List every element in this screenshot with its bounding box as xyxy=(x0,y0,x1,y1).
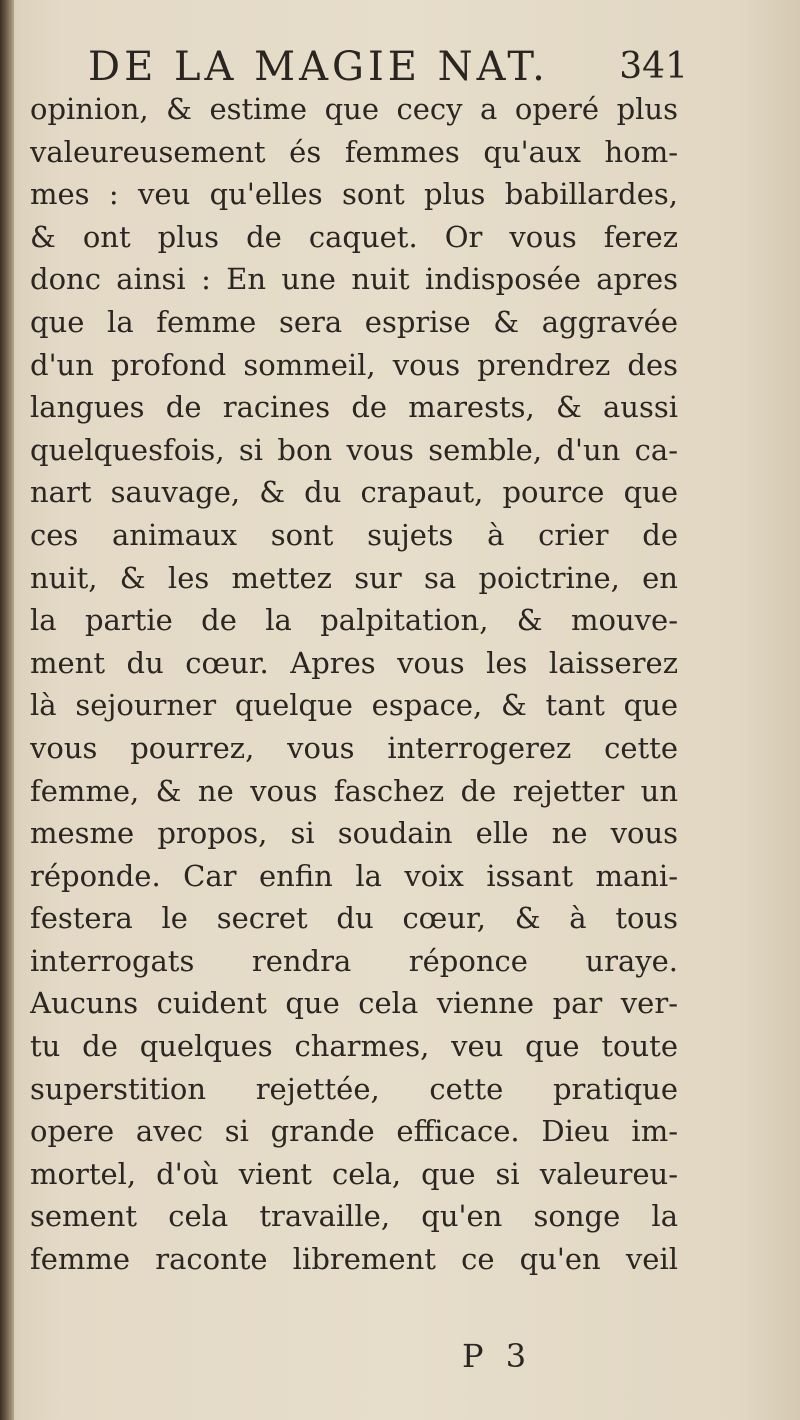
text-line: la partie de la palpitation, & mouve- xyxy=(30,603,678,638)
text-line: femme, & ne vous faschez de rejetter un xyxy=(30,773,678,808)
text-line: que la femme sera esprise & aggravée xyxy=(30,304,678,339)
text-line: d'un profond sommeil, vous prendrez des xyxy=(30,347,678,382)
text-line: mesme propos, si soudain elle ne vous xyxy=(30,816,678,851)
text-line: mortel, d'où vient cela, que si valeureu- xyxy=(30,1156,678,1191)
text-line: quelquesfois, si bon vous semble, d'un ca- xyxy=(30,432,678,467)
text-line: langues de racines de marests, & aussi xyxy=(30,390,678,425)
text-line: superstition rejettée, cette pratique xyxy=(30,1071,678,1106)
text-line: Aucuns cuident que cela vienne par ver- xyxy=(30,986,678,1021)
text-line: nart sauvage, & du crapaut, pource que xyxy=(30,475,678,510)
text-line: nuit, & les mettez sur sa poictrine, en xyxy=(30,560,678,595)
text-line: mes : veu qu'elles sont plus babillardes, xyxy=(30,177,678,212)
page-header xyxy=(88,42,688,92)
text-line: opere avec si grande efficace. Dieu im- xyxy=(30,1114,678,1149)
text-line: opinion, & estime que cecy a operé plus xyxy=(30,92,678,126)
text-line: & ont plus de caquet. Or vous ferez xyxy=(30,219,678,254)
text-line: sement cela travaille, qu'en songe la xyxy=(30,1199,678,1234)
running-title: DE LA MAGIE NAT. xyxy=(88,44,549,90)
text-line: ces animaux sont sujets à crier de xyxy=(30,517,678,552)
text-line: interrogats rendra réponce uraye. xyxy=(30,943,678,978)
text-line: ment du cœur. Apres vous les laisserez xyxy=(30,645,678,680)
text-line: donc ainsi : En une nuit indisposée apres xyxy=(30,262,678,297)
text-line: là sejourner quelque espace, & tant que xyxy=(30,688,678,723)
page-number: 341 xyxy=(619,46,688,87)
text-line: valeureusement és femmes qu'aux hom- xyxy=(30,134,678,169)
body-text xyxy=(30,88,678,1281)
text-line: festera le secret du cœur, & à tous xyxy=(30,901,678,936)
text-line: vous pourrez, vous interrogerez cette xyxy=(30,730,678,765)
binding-gutter xyxy=(0,0,14,1420)
text-line: tu de quelques charmes, veu que toute xyxy=(30,1029,678,1064)
text-line: réponde. Car enfin la voix issant mani- xyxy=(30,858,678,893)
text-line: femme raconte librement ce qu'en veil xyxy=(30,1242,678,1277)
signature-mark: P 3 xyxy=(462,1337,533,1375)
